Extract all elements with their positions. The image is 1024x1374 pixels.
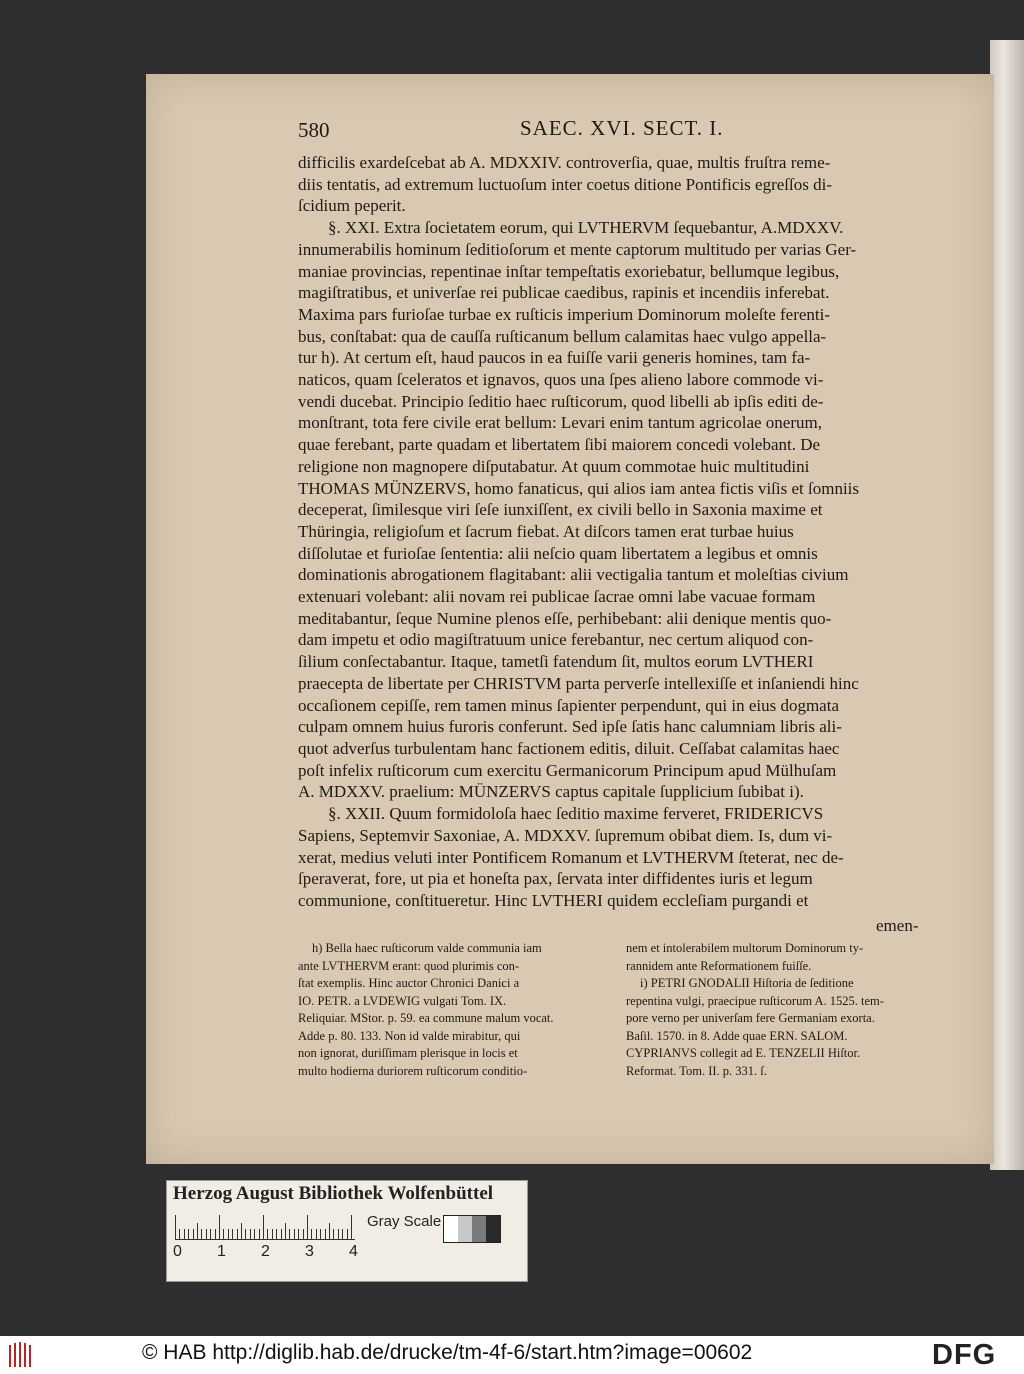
text-line: occaſionem cepiſſe, rem tamen minus ſapienter perpendunt, qui in eius dogmata: [298, 695, 839, 715]
dfg-logo: DFG: [932, 1339, 997, 1371]
text-line: Maxima pars furioſae turbae ex ruſticis imperium Dominorum moleſte ferenti-: [298, 304, 831, 324]
ruler-number: 3: [305, 1243, 314, 1260]
book-page: [146, 74, 994, 1164]
text-line: deceperat, ſimilesque viri ſeſe iunxiſſent, ex civili bello in Saxonia maxime et: [298, 500, 823, 520]
running-head: SAEC. XVI. SECT. I.: [520, 116, 724, 140]
ruler-tick: [179, 1229, 180, 1239]
text-line: naticos, quam ſceleratos et ignavos, quos una ſpes alieno labore commode vi-: [298, 370, 824, 390]
ruler-tick: [223, 1229, 224, 1239]
ruler-tick: [197, 1223, 198, 1239]
gray-swatch: [444, 1216, 458, 1242]
ruler-tick: [206, 1229, 207, 1239]
ruler-tick: [281, 1229, 282, 1239]
gray-scale-swatches: [443, 1215, 501, 1243]
catchword: emen-: [876, 916, 919, 935]
text-line: praecepta de libertate per CHRISTVM parta perverſe intellexiſſe et inſaniendi hinc: [298, 673, 859, 693]
footnote-line: Baſil. 1570. in 8. Adde quae ERN. SALOM.: [626, 1028, 848, 1043]
footnote-line: i) PETRI GNODALII Hiſtoria de ſeditione: [640, 976, 854, 990]
footnote-line: ſtat exemplis. Hinc auctor Chronici Danici a: [298, 976, 520, 990]
text-line: ſperaverat, fore, ut pia et honeſta pax, ſervata inter diffidentes iuris et legum: [298, 869, 813, 889]
text-line: xerat, medius veluti inter Pontificem Romanum et LVTHERVM ſteterat, nec de-: [298, 847, 844, 867]
ruler-tick: [316, 1229, 317, 1239]
text-line: §. XXI. Extra ſocietatem eorum, qui LVTHERVM ſequebantur, A.MDXXV.: [328, 218, 844, 238]
text-line: quae ferebant, parte quadam et libertatem ſibi maiorem concedi volebant. De: [298, 435, 821, 455]
ruler-tick: [289, 1229, 290, 1239]
ruler-tick: [232, 1229, 233, 1239]
text-line: difficilis exardeſcebat ab A. MDXXIV. controverſia, quae, multis fruſtra reme-: [298, 153, 831, 172]
text-line: diſſolutae et furioſae ſententia: alii neſcio quam libertatem a legibus et omnis: [298, 543, 818, 563]
ruler-tick: [303, 1229, 304, 1239]
footnote-line: Reliquiar. MStor. p. 59. ea commune malum vocat.: [298, 1011, 554, 1025]
ruler-tick: [342, 1229, 343, 1239]
gray-swatch: [472, 1216, 486, 1242]
text-line: magiſtratibus, et univerſae rei publicae caedibus, rapinis et incendiis inferebat.: [298, 283, 830, 303]
text-line: culpam omnem huius furoris conferunt. Sed ipſe ſatis hanc calumniam libris ali-: [298, 717, 842, 737]
scale-ruler: [175, 1213, 355, 1240]
ruler-tick: [188, 1229, 189, 1239]
ruler-tick: [285, 1223, 286, 1239]
footnote-line: Adde p. 80. 133. Non id valde mirabitur, qui: [298, 1028, 521, 1043]
text-line: vendi ducebat. Principio ſeditio haec ruſticorum, quod libelli ab ipſis editi de-: [298, 391, 824, 411]
text-line: extenuari volebant: alii novam rei publicae ſacrae omni labe vacuae formam: [298, 587, 816, 607]
library-color-card: [166, 1180, 528, 1282]
footnote-line: ante LVTHERVM erant: quod plurimis con-: [298, 958, 520, 973]
ruler-tick: [263, 1215, 264, 1239]
ruler-tick: [267, 1229, 268, 1239]
ruler-tick: [272, 1229, 273, 1239]
ruler-tick: [193, 1229, 194, 1239]
gray-swatch: [486, 1216, 500, 1242]
text-line: dominationis abrogationem flagitabant: alii vectigalia tantum et moleſtias civium: [298, 565, 849, 585]
gray-swatch: [458, 1216, 472, 1242]
ruler-tick: [351, 1215, 352, 1239]
text-line: quot adverſus turbulentam hanc factionem editis, diluit. Ceſſabat calamitas haec: [298, 738, 840, 758]
ruler-number: 2: [261, 1243, 270, 1260]
text-line: diis tentatis, ad extremum luctuoſum inter coetus ditione Pontificis egreſſos di-: [298, 174, 832, 194]
next-page-edge: [990, 40, 1024, 1170]
ruler-tick: [228, 1229, 229, 1239]
ruler-tick: [237, 1229, 238, 1239]
ruler-tick: [325, 1229, 326, 1239]
ruler-tick: [298, 1229, 299, 1239]
main-text: [298, 152, 958, 912]
text-line: dam impetu et odio magiſtratuum unice ferebantur, nec certum aliquod con-: [298, 630, 814, 650]
footnote-line: CYPRIANVS collegit ad E. TENZELII Hiſtor.: [626, 1046, 861, 1060]
ruler-tick: [254, 1229, 255, 1239]
library-name: Herzog August Bibliothek Wolfenbüttel: [173, 1183, 494, 1204]
ruler-tick: [333, 1229, 334, 1239]
ruler-tick: [329, 1223, 330, 1239]
text-line: A. MDXXV. praelium: MÜNZERVS captus capitale ſupplicium ſubibat i).: [298, 782, 804, 802]
ruler-tick: [215, 1229, 216, 1239]
ruler-tick: [320, 1229, 321, 1239]
ruler-number: 0: [173, 1243, 182, 1260]
footnotes-left: [298, 940, 618, 1080]
ruler-number: 4: [349, 1243, 358, 1260]
text-line: monſtrant, tota fere civile erat bellum: Levari enim tantum agricolae onerum,: [298, 413, 822, 433]
ruler-tick: [184, 1229, 185, 1239]
text-line: bus, conſtabat: qua de cauſſa ruſticanum bellum calamitas haec vulgo appella-: [298, 326, 827, 346]
footnote-line: non ignorat, duriſſimam plerisque in locis et: [298, 1046, 518, 1060]
text-line: maniae provincias, repentinae inſtar tempeſtatis exoriebatur, bellumque legibus,: [298, 261, 840, 281]
text-line: ſcidium peperit.: [298, 196, 406, 216]
text-line: Sapiens, Septemvir Saxoniae, A. MDXXV. ſupremum obibat diem. Is, dum vi-: [298, 825, 833, 845]
footnote-line: Reformat. Tom. II. p. 331. ſ.: [626, 1063, 767, 1078]
ruler-tick: [210, 1229, 211, 1239]
text-line: religione non magnopere diſputabatur. At quum commotae huic multitudini: [298, 456, 810, 476]
ruler-tick: [219, 1215, 220, 1239]
ruler-tick: [250, 1229, 251, 1239]
text-line: §. XXII. Quum formidoloſa haec ſeditio maxime ferveret, FRIDERICVS: [328, 804, 824, 824]
ruler-tick: [338, 1229, 339, 1239]
copyright-url: © HAB http://diglib.hab.de/drucke/tm-4f-6/start.htm?image=00602: [142, 1341, 753, 1364]
library-logo-icon: [6, 1339, 36, 1371]
footer-bar: [0, 1336, 1024, 1374]
footnote-line: IO. PETR. a LVDEWIG vulgati Tom. IX.: [298, 993, 507, 1008]
text-line: ſilium conſectabantur. Itaque, tametſi fatendum ſit, multos eorum LVTHERI: [298, 652, 814, 672]
ruler-tick: [201, 1229, 202, 1239]
text-line: meditabantur, ſeque Numine plenos eſſe, perhibebant: alii denique mentis quo-: [298, 608, 832, 628]
footnote-line: pore verno per univerſam fere Germaniam exorta.: [626, 1011, 875, 1025]
footnote-line: h) Bella haec ruſticorum valde communia iam: [312, 941, 542, 955]
text-line: innumerabilis hominum ſeditioſorum et mente captorum multitudo per varias Ger-: [298, 239, 857, 259]
ruler-tick: [311, 1229, 312, 1239]
footnote-line: repentina vulgi, praecipue ruſticorum A. 1525. tem-: [626, 993, 884, 1008]
text-line: Thüringia, religioſum et ſacrum fiebat. At diſcors tamen erat turbae huius: [298, 521, 794, 541]
ruler-tick: [347, 1229, 348, 1239]
ruler-tick: [245, 1229, 246, 1239]
ruler-tick: [276, 1229, 277, 1239]
text-line: communione, conſtitueretur. Hinc LVTHERI quidem eccleſiam purgandi et: [298, 890, 809, 910]
ruler-tick: [294, 1229, 295, 1239]
ruler-tick: [241, 1223, 242, 1239]
text-line: THOMAS MÜNZERVS, homo fanaticus, qui alios iam antea fictis viſis et ſomniis: [298, 478, 859, 498]
ruler-tick: [259, 1229, 260, 1239]
ruler-tick: [307, 1215, 308, 1239]
footnote-line: rannidem ante Reformationem fuiſſe.: [626, 958, 812, 973]
footnotes-right: [626, 940, 956, 1080]
text-line: tur h). At certum eſt, haud paucos in ea fuiſſe varii generis homines, tam fa-: [298, 348, 811, 368]
page-number: 580: [298, 118, 330, 142]
text-line: poſt infelix ruſticorum cum exercitu Germanicorum Principum apud Mülhuſam: [298, 760, 837, 780]
footnote-line: multo hodierna duriorem ruſticorum conditio-: [298, 1063, 528, 1078]
ruler-number: 1: [217, 1243, 226, 1260]
footnote-line: nem et intolerabilem multorum Dominorum ty-: [626, 941, 864, 955]
gray-scale-label: Gray Scale: [367, 1213, 442, 1230]
ruler-tick: [175, 1215, 176, 1239]
